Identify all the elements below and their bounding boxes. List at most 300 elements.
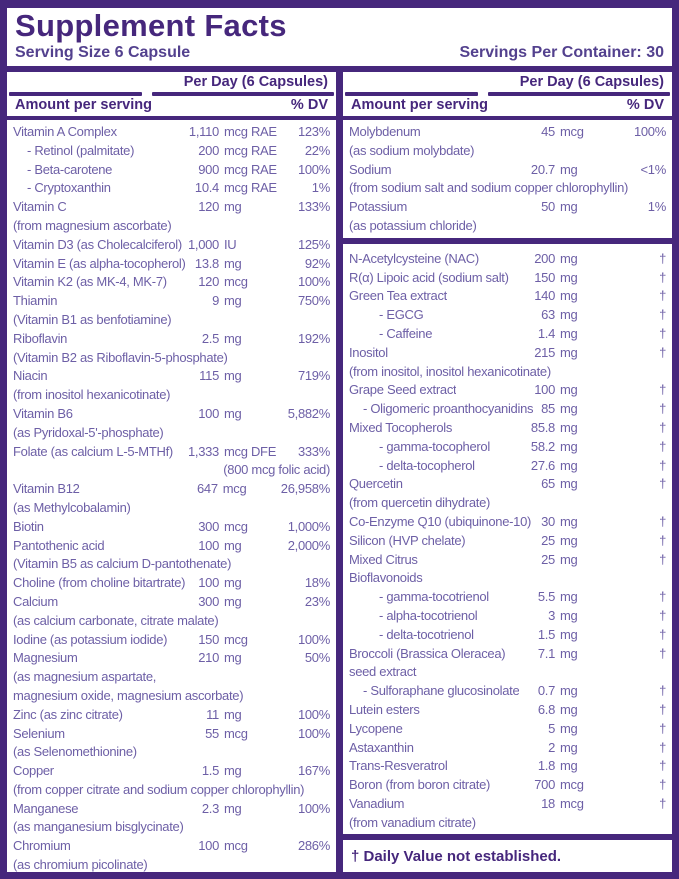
nutrient-dv-value: 18% — [304, 575, 330, 591]
nutrient-dv-value: 26,958% — [280, 481, 330, 497]
nutrient-name: (Vitamin B1 as benfotiamine) — [13, 311, 172, 327]
nutrient-name: seed extract — [349, 664, 417, 680]
nutrient-amount-number: 7.1 — [537, 645, 555, 661]
left-nutrient-rows — [7, 120, 336, 875]
nutrient-name: (as manganesium bisglycinate) — [13, 819, 184, 835]
nutrient-dv-value: † — [659, 288, 666, 304]
nutrient-amount-unit: mg — [560, 161, 578, 177]
note-row — [349, 179, 666, 198]
nutrient-amount-number: 1.5 — [537, 626, 555, 642]
nutrient-amount-unit: mg — [560, 701, 578, 717]
nutrient-name: (from inositol, inositol hexanicotinate) — [349, 363, 551, 379]
nutrient-name: - Cryptoxanthin — [27, 180, 111, 196]
nutrient-amount-number: 3 — [548, 607, 555, 623]
nutrient-amount-unit: mg — [560, 344, 578, 360]
nutrient-dv-value: 750% — [297, 293, 330, 309]
nutrient-name: Co-Enzyme Q10 (ubiquinone-10) — [349, 513, 532, 529]
nutrient-name: - gamma-tocotrienol — [379, 589, 489, 605]
nutrient-name: Calcium — [13, 593, 58, 609]
nutrient-dv-value: † — [659, 626, 666, 642]
nutrient-amount-unit: mg — [560, 269, 578, 285]
nutrient-row — [349, 438, 666, 457]
right-per-day-header: Per Day (6 Capsules) — [519, 74, 664, 90]
nutrient-amount-number: 120 — [198, 274, 219, 290]
nutrient-amount-unit: mg — [224, 763, 242, 779]
nutrient-amount-number: 647 — [196, 481, 218, 497]
nutrient-name: (Vitamin B2 as Riboflavin-5-phosphate) — [13, 349, 228, 365]
nutrient-amount-number: 120 — [198, 199, 219, 215]
nutrient-name: Silicon (HVP chelate) — [349, 532, 466, 548]
left-column — [7, 72, 336, 872]
nutrient-name: Astaxanthin — [349, 739, 414, 755]
nutrient-row — [13, 649, 330, 668]
nutrient-amount-unit: mcg — [224, 725, 248, 741]
nutrient-row — [349, 306, 666, 325]
nutrient-dv-value: † — [659, 795, 666, 811]
nutrient-amount-unit: mg — [560, 739, 578, 755]
nutrient-amount-number: 6.8 — [537, 701, 555, 717]
nutrient-row — [13, 725, 330, 744]
nutrient-name: - Sulforaphane glucosinolate — [363, 683, 520, 699]
nutrient-name: Vitamin C — [13, 199, 67, 215]
nutrient-row — [349, 344, 666, 363]
nutrient-row — [13, 142, 330, 161]
nutrient-dv-value: 100% — [297, 800, 330, 816]
nutrient-name: Bioflavonoids — [349, 570, 423, 586]
nutrient-amount-unit: mg — [560, 645, 578, 661]
nutrient-name: Choline (from choline bitartrate) — [13, 575, 186, 591]
nutrient-dv-value: 5,882% — [287, 405, 330, 421]
nutrient-name: Mixed Citrus — [349, 551, 418, 567]
nutrient-row — [349, 269, 666, 288]
nutrient-amount-number: 2 — [548, 739, 555, 755]
nutrient-dv-value: 1% — [311, 180, 330, 196]
nutrient-amount-number: 0.7 — [537, 683, 555, 699]
nutrient-amount-unit: mg — [224, 575, 242, 591]
nutrient-name: Manganese — [13, 800, 79, 816]
note-row — [349, 363, 666, 382]
nutrient-name: - delta-tocopherol — [379, 457, 475, 473]
nutrient-dv-value: 133% — [297, 199, 330, 215]
nutrient-row — [349, 419, 666, 438]
nutrient-name: - Caffeine — [379, 325, 433, 341]
nutrient-name: Riboflavin — [13, 330, 68, 346]
serving-row — [7, 43, 672, 66]
nutrient-row — [13, 273, 330, 292]
nutrient-amount-unit: mg — [224, 800, 242, 816]
nutrient-amount-unit: mg — [560, 532, 578, 548]
nutrient-dv-value: 286% — [297, 838, 330, 854]
nutrient-name: (800 mcg folic acid) — [223, 462, 330, 478]
nutrient-name: Vitamin K2 (as MK-4, MK-7) — [13, 274, 167, 290]
nutrient-dv-value: † — [659, 720, 666, 736]
nutrient-row — [13, 800, 330, 819]
nutrient-name: - gamma-tocopherol — [379, 438, 490, 454]
nutrient-dv-value: † — [659, 457, 666, 473]
nutrient-row — [349, 250, 666, 269]
nutrient-dv-value: 1% — [647, 199, 666, 215]
serving-size-text: Serving Size 6 Capsule — [15, 44, 191, 61]
nutrient-row — [13, 762, 330, 781]
note-row — [349, 814, 666, 833]
nutrient-amount-unit: IU — [224, 236, 237, 252]
nutrient-row — [13, 292, 330, 311]
nutrient-dv-value: 333% — [297, 443, 330, 459]
nutrient-amount-unit: mg — [560, 513, 578, 529]
nutrient-name: (from inositol hexanicotinate) — [13, 387, 171, 403]
nutrient-name: Sodium — [349, 161, 392, 177]
nutrient-name: (as Methylcobalamin) — [13, 499, 131, 515]
nutrient-row — [349, 287, 666, 306]
nutrient-name: Green Tea extract — [349, 288, 447, 304]
nutrient-amount-number: 140 — [534, 288, 555, 304]
note-row — [13, 856, 330, 875]
note-row — [13, 386, 330, 405]
nutrient-amount-unit: mg — [224, 650, 242, 666]
nutrient-row — [349, 400, 666, 419]
nutrient-row — [349, 325, 666, 344]
nutrient-name: Vitamin A Complex — [13, 124, 117, 139]
nutrient-amount-number: 20.7 — [530, 161, 555, 177]
nutrient-amount-number: 1.5 — [201, 763, 219, 779]
nutrient-name: (as Selenomethionine) — [13, 744, 137, 760]
nutrient-name: Zinc (as zinc citrate) — [13, 706, 123, 722]
nutrient-amount-number: 85.8 — [530, 419, 555, 435]
nutrient-row — [13, 330, 330, 349]
nutrient-name: Quercetin — [349, 476, 403, 492]
nutrient-row — [13, 123, 330, 142]
nutrient-row — [13, 367, 330, 386]
nutrient-name: Grape Seed extract — [349, 382, 457, 398]
nutrient-row — [13, 593, 330, 612]
nutrient-amount-unit: mg — [560, 250, 578, 266]
nutrient-amount-unit: mg — [560, 476, 578, 492]
nutrient-name: - alpha-tocotrienol — [379, 607, 478, 623]
nutrient-name: - Beta-carotene — [27, 161, 113, 177]
nutrient-amount-number: 700 — [534, 777, 555, 793]
nutrient-dv-value: † — [659, 476, 666, 492]
nutrient-row — [349, 381, 666, 400]
nutrient-name: Molybdenum — [349, 124, 421, 139]
nutrient-amount-unit: mg — [560, 626, 578, 642]
nutrient-row — [349, 123, 666, 142]
right-column — [343, 72, 672, 872]
nutrient-row — [349, 457, 666, 476]
nutrient-amount-unit: mcg RAE — [224, 180, 277, 196]
nutrient-name: Vitamin D3 (as Cholecalciferol) — [13, 236, 182, 252]
nutrient-row — [13, 480, 330, 499]
nutrient-name: Trans-Resveratrol — [349, 758, 448, 774]
nutrient-name: Vitamin E (as alpha-tocopherol) — [13, 255, 186, 271]
note-row — [13, 461, 330, 480]
nutrient-row — [13, 837, 330, 856]
note-row — [13, 217, 330, 236]
right-column-headings — [343, 96, 672, 120]
nutrient-name: Vitamin B6 — [13, 405, 73, 421]
nutrient-dv-value: 100% — [297, 631, 330, 647]
nutrient-amount-number: 11 — [206, 706, 219, 722]
nutrient-dv-value: 22% — [304, 142, 330, 158]
nutrient-name: Biotin — [13, 518, 44, 534]
note-row — [13, 781, 330, 800]
nutrient-name: Vanadium — [349, 795, 405, 811]
nutrient-row — [349, 645, 666, 664]
nutrient-amount-unit: mg — [224, 255, 242, 271]
nutrient-dv-value: 23% — [304, 593, 330, 609]
nutrient-amount-number: 300 — [198, 518, 219, 534]
nutrient-dv-value: 1,000% — [287, 518, 330, 534]
nutrient-amount-number: 100 — [198, 405, 219, 421]
nutrient-row — [349, 626, 666, 645]
nutrient-amount-number: 27.6 — [530, 457, 555, 473]
nutrient-row — [349, 720, 666, 739]
nutrient-row — [349, 475, 666, 494]
nutrient-dv-value: † — [659, 532, 666, 548]
nutrient-dv-value: † — [659, 739, 666, 755]
nutrient-amount-unit: mg — [560, 401, 578, 417]
nutrient-name: Niacin — [13, 368, 48, 384]
nutrient-dv-value: 192% — [297, 330, 330, 346]
nutrient-name: R(α) Lipoic acid (sodium salt) — [349, 269, 509, 285]
nutrient-dv-value: 92% — [304, 255, 330, 271]
nutrient-dv-value: † — [659, 683, 666, 699]
note-row — [349, 142, 666, 161]
nutrient-row — [13, 574, 330, 593]
nutrient-amount-unit: mg — [560, 758, 578, 774]
nutrient-dv-value: † — [659, 551, 666, 567]
nutrient-name: Boron (from boron citrate) — [349, 777, 491, 793]
nutrient-row — [349, 795, 666, 814]
nutrient-amount-unit: mcg RAE — [224, 161, 277, 177]
nutrient-dv-value: † — [659, 419, 666, 435]
left-column-headings — [7, 96, 336, 120]
nutrient-row — [349, 682, 666, 701]
nutrient-amount-number: 215 — [534, 344, 555, 360]
nutrient-name: - EGCG — [379, 307, 424, 323]
nutrient-amount-number: 100 — [198, 838, 219, 854]
nutrient-row — [13, 537, 330, 556]
nutrient-dv-value: 50% — [304, 650, 330, 666]
nutrient-amount-unit: mg — [224, 405, 242, 421]
nutrient-dv-value: † — [659, 438, 666, 454]
nutrient-amount-unit: mg — [224, 706, 242, 722]
section-divider-bar — [343, 238, 672, 244]
nutrient-amount-unit: mg — [560, 551, 578, 567]
note-row — [349, 494, 666, 513]
nutrient-dv-value: † — [659, 307, 666, 323]
nutrient-name: Thiamin — [13, 293, 58, 309]
nutrient-amount-unit: mcg — [224, 838, 248, 854]
nutrient-dv-value: † — [659, 269, 666, 285]
nutrient-amount-number: 63 — [541, 307, 555, 323]
nutrient-name: Magnesium — [13, 650, 78, 666]
nutrient-amount-unit: mg — [560, 438, 578, 454]
nutrient-amount-unit: mcg — [224, 518, 248, 534]
nutrient-amount-unit: mg — [224, 537, 242, 553]
nutrient-amount-unit: mg — [560, 589, 578, 605]
note-row — [13, 555, 330, 574]
nutrient-name: magnesium oxide, magnesium ascorbate) — [13, 687, 244, 703]
nutrient-name: (Vitamin B5 as calcium D-pantothenate) — [13, 556, 232, 572]
note-row — [13, 499, 330, 518]
nutrient-name: (from sodium salt and sodium copper chlorophyllin) — [349, 180, 629, 196]
nutrient-amount-number: 900 — [198, 161, 219, 177]
nutrient-amount-number: 65 — [541, 476, 555, 492]
nutrient-amount-unit: mcg — [224, 274, 248, 290]
nutrient-amount-unit: mcg RAE — [224, 124, 277, 139]
nutrient-row — [13, 161, 330, 180]
nutrient-name: (from magnesium ascorbate) — [13, 217, 172, 233]
nutrient-name: - Retinol (palmitate) — [27, 142, 135, 158]
amount-per-serving-heading: Amount per serving — [351, 97, 488, 113]
nutrient-name: Mixed Tocopherols — [349, 419, 453, 435]
nutrient-name: (as Pyridoxal-5'-phosphate) — [13, 424, 164, 440]
nutrient-amount-unit: mg — [224, 368, 242, 384]
nutrient-dv-value: 100% — [297, 161, 330, 177]
nutrient-dv-value: † — [659, 250, 666, 266]
nutrient-amount-number: 5 — [548, 720, 555, 736]
nutrient-row — [349, 607, 666, 626]
nutrient-amount-number: 300 — [198, 593, 219, 609]
nutrient-amount-number: 10.4 — [194, 180, 219, 196]
nutrient-name: (from vanadium citrate) — [349, 814, 476, 830]
nutrient-amount-number: 2.3 — [201, 800, 219, 816]
nutrient-dv-value: 125% — [297, 236, 330, 252]
nutrient-row — [13, 631, 330, 650]
nutrient-row — [13, 405, 330, 424]
nutrient-row — [13, 518, 330, 537]
nutrient-amount-number: 58.2 — [530, 438, 555, 454]
nutrient-amount-number: 150 — [198, 631, 219, 647]
note-row — [13, 424, 330, 443]
nutrient-row — [13, 198, 330, 217]
nutrient-row — [349, 757, 666, 776]
nutrient-amount-unit: mcg — [560, 795, 584, 811]
nutrient-dv-value: 167% — [297, 763, 330, 779]
nutrient-name: Potassium — [349, 199, 407, 215]
nutrient-row — [13, 255, 330, 274]
nutrient-amount-number: 200 — [198, 142, 219, 158]
nutrient-name: (as sodium molybdate) — [349, 142, 475, 158]
nutrient-amount-number: 1.8 — [537, 758, 555, 774]
note-row — [349, 217, 666, 236]
nutrient-dv-value: † — [659, 325, 666, 341]
nutrient-amount-number: 1.4 — [537, 325, 555, 341]
nutrient-name: Copper — [13, 763, 54, 779]
nutrient-amount-unit: mg — [560, 607, 578, 623]
nutrient-amount-unit: mg — [560, 457, 578, 473]
nutrient-dv-value: † — [659, 758, 666, 774]
nutrient-dv-value: † — [659, 401, 666, 417]
nutrient-amount-unit: mg — [224, 330, 242, 346]
nutrient-row — [349, 776, 666, 795]
nutrient-name: Vitamin B12 — [13, 481, 80, 497]
page-title: Supplement Facts — [15, 8, 287, 43]
nutrient-name: Inositol — [349, 344, 388, 360]
nutrient-dv-value: † — [659, 513, 666, 529]
facts-columns — [7, 72, 672, 872]
nutrient-dv-value: 2,000% — [287, 537, 330, 553]
nutrient-amount-number: 13.8 — [194, 255, 219, 271]
nutrient-row — [349, 588, 666, 607]
nutrient-dv-value: † — [659, 777, 666, 793]
nutrient-row — [349, 551, 666, 570]
nutrient-amount-number: 25 — [541, 532, 555, 548]
nutrient-dv-value: 100% — [633, 124, 666, 139]
nutrient-amount-unit: mg — [560, 683, 578, 699]
nutrient-amount-number: 100 — [534, 382, 555, 398]
nutrient-row — [349, 701, 666, 720]
nutrient-name: Pantothenic acid — [13, 537, 105, 553]
nutrient-amount-unit: mg — [560, 199, 578, 215]
nutrient-dv-value: 719% — [297, 368, 330, 384]
nutrient-dv-value: † — [659, 701, 666, 717]
nutrient-amount-number: 1,333 — [187, 443, 219, 459]
nutrient-amount-unit: mg — [224, 199, 242, 215]
nutrient-amount-number: 25 — [541, 551, 555, 567]
nutrient-name: N-Acetylcysteine (NAC) — [349, 250, 479, 266]
nutrient-row — [13, 443, 330, 462]
nutrient-dv-value: 100% — [297, 274, 330, 290]
nutrient-amount-unit: mg — [560, 382, 578, 398]
nutrient-name: (as calcium carbonate, citrate malate) — [13, 612, 219, 628]
nutrient-amount-number: 150 — [534, 269, 555, 285]
nutrient-row — [349, 532, 666, 551]
nutrient-dv-value: <1% — [640, 161, 666, 177]
nutrient-amount-unit: mcg — [224, 631, 248, 647]
nutrient-amount-number: 55 — [205, 725, 219, 741]
nutrient-dv-value: † — [659, 645, 666, 661]
nutrient-amount-unit: mg — [560, 288, 578, 304]
nutrient-row — [349, 198, 666, 217]
nutrient-dv-value: 100% — [297, 706, 330, 722]
percent-dv-heading: % DV — [626, 97, 664, 113]
note-row — [13, 687, 330, 706]
nutrient-amount-unit: mcg RAE — [224, 142, 277, 158]
nutrient-dv-value: † — [659, 589, 666, 605]
nutrient-dv-value: † — [659, 382, 666, 398]
nutrient-amount-unit: mg — [560, 419, 578, 435]
note-row — [13, 818, 330, 837]
nutrient-amount-number: 1,110 — [188, 124, 219, 139]
nutrient-name: Selenium — [13, 725, 65, 741]
nutrient-amount-number: 100 — [198, 575, 219, 591]
nutrient-name: (from copper citrate and sodium copper chlorophyllin) — [13, 781, 305, 797]
percent-dv-heading: % DV — [290, 97, 328, 113]
note-row — [349, 569, 666, 588]
nutrient-amount-unit: mg — [560, 325, 578, 341]
nutrient-dv-value: 100% — [297, 725, 330, 741]
nutrient-name: Broccoli (Brassica Oleracea) — [349, 645, 506, 661]
left-per-day-header: Per Day (6 Capsules) — [183, 74, 328, 90]
nutrient-amount-number: 210 — [198, 650, 219, 666]
nutrient-name: Iodine (as potassium iodide) — [13, 631, 168, 647]
note-row — [13, 349, 330, 368]
note-row — [13, 668, 330, 687]
nutrient-amount-unit: mcg DFE — [224, 443, 277, 459]
nutrient-name: (as potassium chloride) — [349, 217, 477, 233]
nutrient-name: Lutein esters — [349, 701, 420, 717]
nutrient-amount-number: 45 — [541, 124, 555, 139]
nutrient-amount-number: 100 — [198, 537, 219, 553]
nutrient-row — [349, 161, 666, 180]
nutrient-amount-number: 85 — [541, 401, 555, 417]
nutrient-amount-unit: mcg — [560, 124, 584, 139]
nutrient-row — [349, 739, 666, 758]
nutrient-amount-number: 200 — [534, 250, 555, 266]
nutrient-amount-number: 30 — [541, 513, 555, 529]
note-row — [13, 612, 330, 631]
